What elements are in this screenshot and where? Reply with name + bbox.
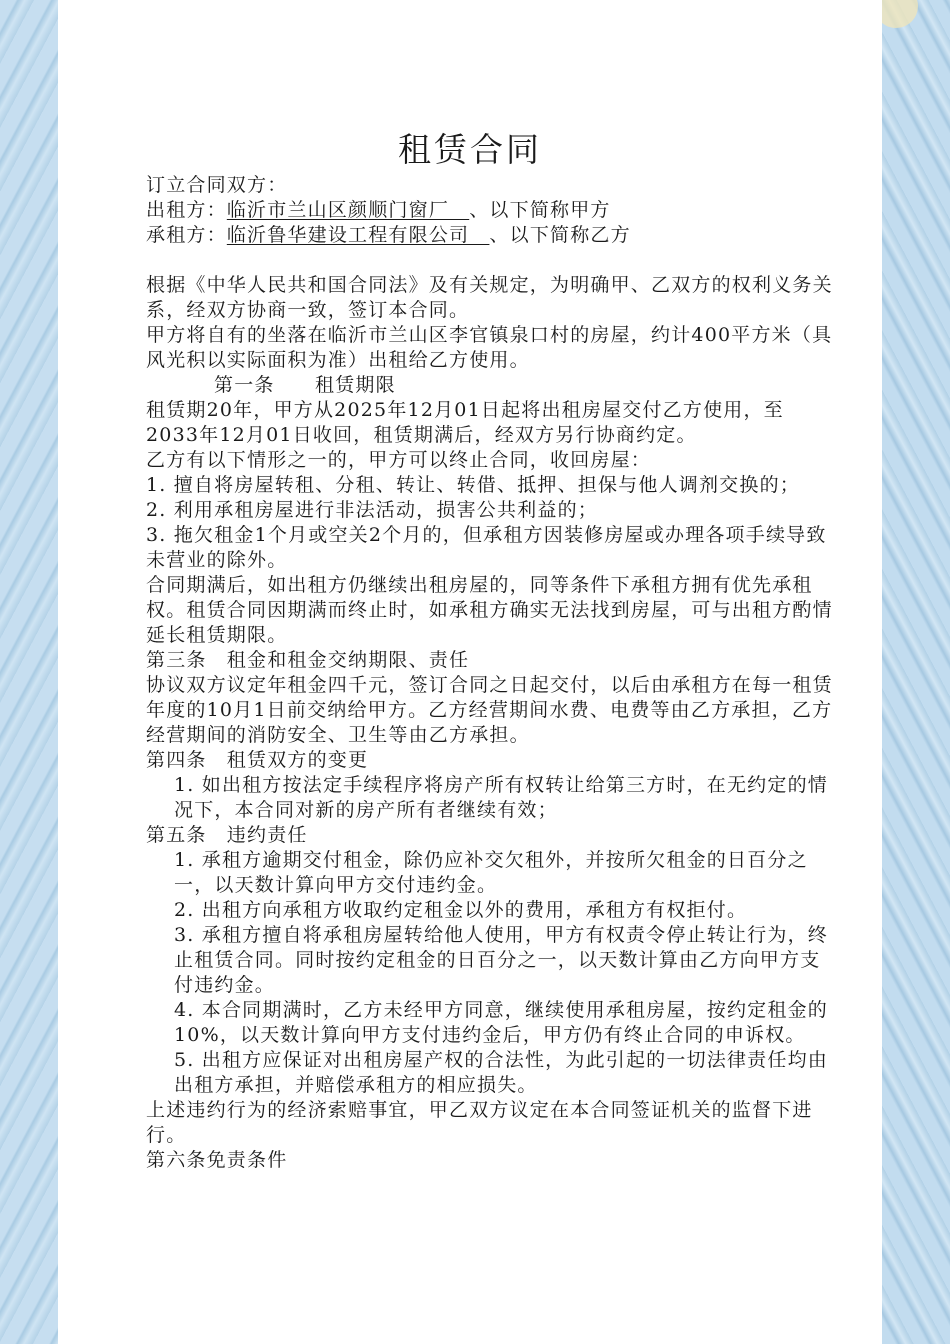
closing-paragraph: 上述违约行为的经济索赔事宜，甲乙双方议定在本合同签证机关的监督下进行。 — [146, 1099, 813, 1146]
article-5-item-2: 2. 出租方向承租方收取约定租金以外的费用，承租方有权拒付。 — [174, 899, 748, 921]
background-right — [882, 0, 950, 1344]
article-3-title: 第三条 租金和租金交纳期限、责任 — [146, 649, 470, 671]
article-4-title: 第四条 租赁双方的变更 — [146, 749, 369, 771]
lessor-line — [146, 198, 836, 223]
article-6-title: 第六条免责条件 — [146, 1149, 288, 1171]
lessee-line — [146, 223, 836, 248]
termination-item-1: 1. 擅自将房屋转租、分租、转让、转借、抵押、担保与他人调剂交换的； — [146, 474, 800, 496]
article-5-item-5: 5. 出租方应保证对出租房屋产权的合法性，为此引起的一切法律责任均由出租方承担，并赔偿承租方的相应损失。 — [174, 1049, 828, 1096]
spacer — [146, 248, 836, 273]
article-3-text: 协议双方议定年租金四千元，签订合同之日起交付，以后由承租方在每一租赁年度的10月1日前交纳给甲方。乙方经营期间水费、电费等由乙方承担，乙方经营期间的消防安全、卫生等由乙方承担。 — [146, 674, 833, 746]
paragraph-premises: 甲方将自有的坐落在临沂市兰山区李官镇泉口村的房屋，约计400平方米（具风光积以实际面积为准）出租给乙方使用。 — [146, 324, 833, 371]
intro-heading: 订立合同双方： — [146, 174, 288, 196]
article-5-item-3: 3. 承租方擅自将承租房屋转给他人使用，甲方有权责令停止转让行为，终止租赁合同。同时按约定租金的日百分之一，以天数计算由乙方向甲方支付违约金。 — [174, 924, 828, 996]
termination-item-2: 2. 利用承租房屋进行非法活动，损害公共利益的； — [146, 499, 598, 521]
lessee-suffix: 、以下简称乙方 — [489, 224, 631, 246]
renewal-paragraph: 合同期满后，如出租方仍继续出租房屋的，同等条件下承租方拥有优先承租权。租赁合同因期满而终止时，如承租方确实无法找到房屋，可与出租方酌情延长租赁期限。 — [146, 574, 833, 646]
background-left — [0, 0, 58, 1344]
article-5-item-1: 1. 承租方逾期交付租金，除仍应补交欠租外，并按所欠租金的日百分之一，以天数计算向甲方交付违约金。 — [174, 849, 808, 896]
lessor-suffix: 、以下简称甲方 — [469, 199, 611, 221]
lessee-label: 承租方： — [146, 224, 227, 246]
article-5-title: 第五条 违约责任 — [146, 824, 308, 846]
lessor-label: 出租方： — [146, 199, 227, 221]
article-1-text: 租赁期20年，甲方从2025年12月01日起将出租房屋交付乙方使用，至2033年12月01日收回，租赁期满后，经双方另行协商约定。 — [146, 399, 784, 446]
article-1-title: 第一条 租赁期限 — [214, 374, 396, 396]
paragraph-basis: 根据《中华人民共和国合同法》及有关规定，为明确甲、乙双方的权利义务关系，经双方协商一致，签订本合同。 — [146, 274, 833, 321]
article-5-item-4: 4. 本合同期满时，乙方未经甲方同意，继续使用承租房屋，按约定租金的10%，以天数计算向甲方支付违约金后，甲方仍有终止合同的申诉权。 — [174, 999, 828, 1046]
article-4-item-1: 1. 如出租方按法定手续程序将房产所有权转让给第三方时，在无约定的情况下，本合同对新的房产所有者继续有效； — [174, 774, 828, 821]
lessee-name: 临沂鲁华建设工程有限公司 — [226, 224, 490, 246]
document-page — [58, 0, 882, 1344]
lessor-name: 临沂市兰山区颜顺门窗厂 — [226, 199, 470, 221]
document-body — [146, 173, 836, 1173]
document-title: 租赁合同 — [398, 130, 542, 169]
termination-item-3: 3. 拖欠租金1个月或空关2个月的，但承租方因装修房屋或办理各项手续导致未营业的除外。 — [146, 524, 827, 571]
termination-intro: 乙方有以下情形之一的，甲方可以终止合同，收回房屋： — [146, 449, 652, 471]
